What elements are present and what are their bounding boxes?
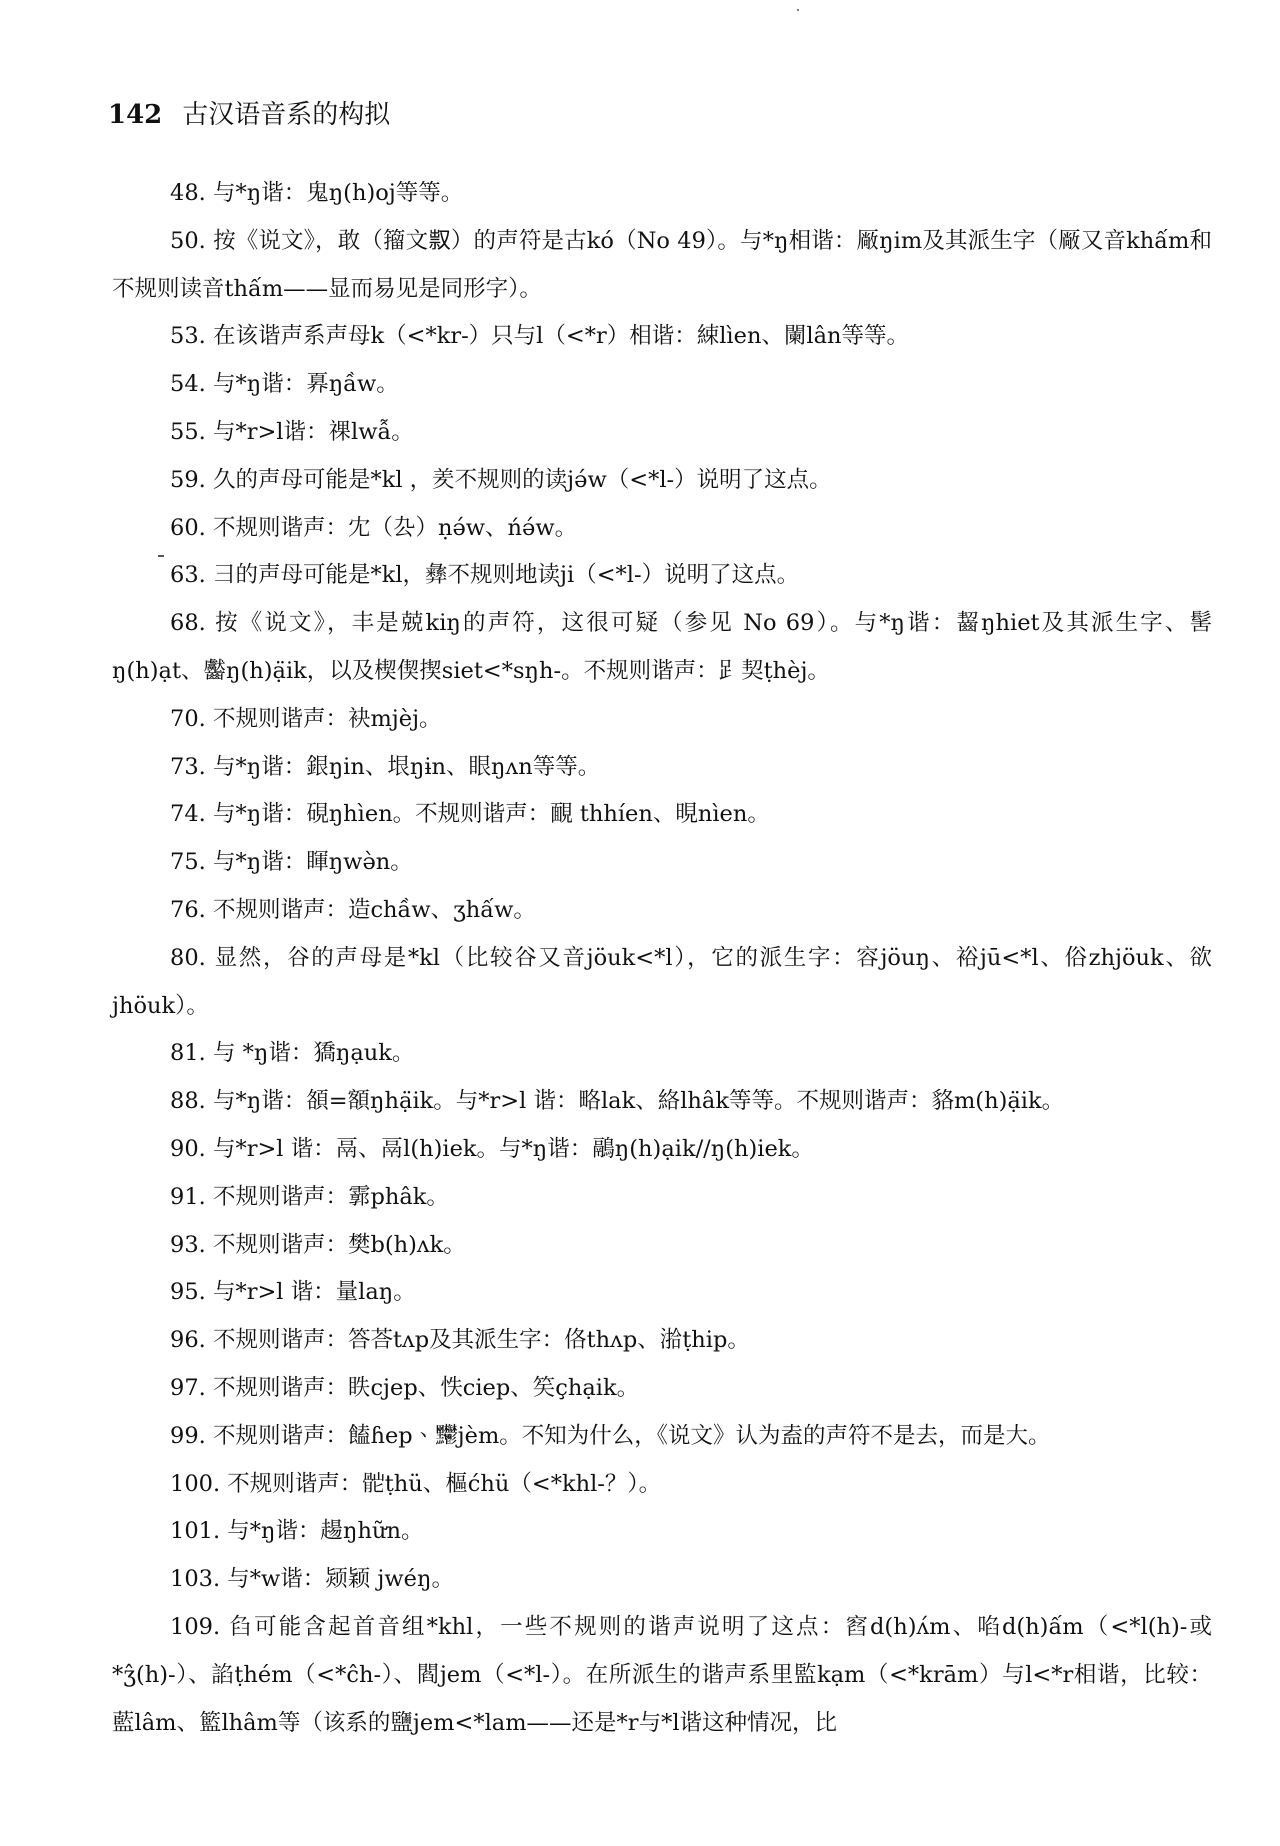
note-text: 臽可能含起首音组*khl，一些不规则的谐声说明了这点：窞d(h)ʌ́m、啗d(h)ấm（<*l(h)-或*ʒ̂(h)-）、諂ṭhém（<*ĉh-）、閻jem（<*l-）。在所派生的谐声系里監kạm（<*krām）与l<*r相谐，比较：藍lâm、籃lhâm等（该系的鹽jem<*lam——还是*r与*l谐这种情况，比 bbox=[112, 1613, 1213, 1736]
note-text: 显然，谷的声母是*kl（比较谷又音jöuk<*l），它的派生字：容jöuŋ、裕jū<*l、俗zhjöuk、欲jhöuk）。 bbox=[112, 944, 1213, 1019]
note-63 bbox=[112, 552, 1212, 600]
note-93 bbox=[112, 1222, 1212, 1270]
note-text: 与*ŋ谐：睴ŋwə̀n。 bbox=[212, 849, 413, 876]
note-text: 与*ŋ谐：𧼮ŋhữn。 bbox=[227, 1518, 424, 1545]
note-100 bbox=[112, 1461, 1212, 1509]
note-number: 63. bbox=[170, 562, 206, 589]
note-text: 不规则谐声：眣cjep、怢ciep、笶çhạik。 bbox=[212, 1374, 640, 1401]
note-text: 久的声母可能是*kl ，羑不规则的读jə́w（<*l-）说明了这点。 bbox=[212, 466, 832, 493]
note-number: 91. bbox=[170, 1183, 206, 1210]
note-text: 与*w谐：颎颖 jwéŋ。 bbox=[227, 1566, 454, 1593]
note-70 bbox=[112, 696, 1212, 744]
note-81 bbox=[112, 1030, 1212, 1078]
note-text: 不规则谐声：造chầw、ʒhấw。 bbox=[212, 896, 536, 923]
note-number: 55. bbox=[170, 418, 206, 445]
note-number: 88. bbox=[170, 1088, 206, 1115]
note-48 bbox=[112, 170, 1212, 218]
note-99 bbox=[112, 1413, 1212, 1461]
note-text: 不规则谐声：冘（厹）ṇə́w、ńə́w。 bbox=[212, 514, 578, 541]
note-number: 97. bbox=[170, 1374, 206, 1401]
note-number: 59. bbox=[170, 466, 206, 493]
note-text: 与*ŋ谐：鬼ŋ(h)oj等等。 bbox=[212, 180, 464, 206]
page-number: 142 bbox=[108, 100, 163, 130]
note-number: 109. bbox=[170, 1613, 221, 1640]
note-text: 与*r>l谐：祼lwẫ。 bbox=[212, 418, 414, 445]
note-text: 不规则谐声：霩phâk。 bbox=[212, 1183, 449, 1210]
note-text: 与*r>l 谐：量laŋ。 bbox=[212, 1279, 416, 1306]
note-number: 96. bbox=[170, 1327, 206, 1354]
note-53 bbox=[112, 313, 1212, 361]
note-text: 不规则谐声：饁ɦep、𪓊jèm。不知为什么，《说文》认为盍的声符不是去，而是大。 bbox=[212, 1422, 1051, 1449]
note-number: 90. bbox=[170, 1135, 206, 1162]
running-title: 古汉语音系的构拟 bbox=[182, 100, 391, 130]
note-text: 不规则谐声：樊b(h)ʌk。 bbox=[212, 1231, 466, 1258]
note-54 bbox=[112, 361, 1212, 409]
note-text: 按《说文》，丰是兢kiŋ的声符，这很可疑（参见 No 69）。与*ŋ谐：齧ŋhiet及其派生字、髺ŋ(h)ạt、齾ŋ(h)ạ̈ik，以及楔偰揳siet<*sŋh-。不规则谐声：𧾷契ṭhèj。 bbox=[112, 610, 1212, 684]
note-number: 50. bbox=[170, 227, 206, 254]
note-60 bbox=[112, 505, 1212, 553]
note-number: 74. bbox=[170, 801, 206, 828]
note-50 bbox=[112, 218, 1212, 314]
note-59 bbox=[112, 457, 1212, 505]
note-text: 与*ŋ谐：奡ŋầw。 bbox=[212, 371, 399, 398]
note-74 bbox=[112, 791, 1212, 839]
note-68 bbox=[112, 600, 1212, 696]
note-76 bbox=[112, 887, 1212, 935]
note-text: 不规则谐声：𩨷ṭhü、樞ćhü（<*khl-？）。 bbox=[227, 1470, 662, 1497]
print-speck bbox=[797, 9, 799, 11]
note-text: 与*ŋ谐：硯ŋhìen。不规则谐声：靦 thhíen、晛nìen。 bbox=[212, 801, 770, 828]
note-55 bbox=[112, 409, 1212, 457]
note-number: 48. bbox=[170, 180, 206, 206]
note-91 bbox=[112, 1174, 1212, 1222]
note-number: 95. bbox=[170, 1279, 206, 1306]
note-text: 与*ŋ谐：頟=額ŋhạ̈ik。与*r>l 谐：略lak、絡lhâk等等。不规则谐声：貉m(h)ạ̈ik。 bbox=[212, 1088, 1065, 1115]
note-number: 73. bbox=[170, 753, 206, 780]
note-96 bbox=[112, 1317, 1212, 1365]
note-number: 100. bbox=[170, 1470, 221, 1497]
note-number: 68. bbox=[170, 610, 206, 637]
note-text: 不规则谐声：答荅tʌp及其派生字：佫thʌp、湁ṭhip。 bbox=[212, 1327, 750, 1354]
note-103 bbox=[112, 1556, 1212, 1604]
note-109 bbox=[112, 1604, 1212, 1747]
note-number: 76. bbox=[170, 896, 206, 923]
note-number: 70. bbox=[170, 705, 206, 732]
note-number: 75. bbox=[170, 849, 206, 876]
note-number: 54. bbox=[170, 371, 206, 398]
note-number: 81. bbox=[170, 1040, 206, 1067]
page-header bbox=[108, 98, 390, 132]
note-97 bbox=[112, 1365, 1212, 1413]
note-90 bbox=[112, 1126, 1212, 1174]
note-text: 与*r>l 谐：鬲、鬲l(h)iek。与*ŋ谐：鷊ŋ(h)ạik//ŋ(h)iek。 bbox=[212, 1135, 814, 1162]
note-number: 103. bbox=[170, 1566, 221, 1593]
note-text: 不规则谐声：袂mjèj。 bbox=[212, 705, 442, 732]
note-text: 彐的声母可能是*kl，彝不规则地读ji（<*l-）说明了这点。 bbox=[212, 562, 800, 589]
note-number: 93. bbox=[170, 1231, 206, 1258]
note-text: 在该谐声系声母k（<*kr-）只与l（<*r）相谐：綀lìen、闌lân等等。 bbox=[212, 323, 910, 350]
note-number: 60. bbox=[170, 514, 206, 541]
note-number: 101. bbox=[170, 1518, 221, 1545]
notes-body bbox=[112, 170, 1212, 1747]
note-73 bbox=[112, 744, 1212, 792]
note-80 bbox=[112, 935, 1212, 1031]
note-88 bbox=[112, 1078, 1212, 1126]
note-95 bbox=[112, 1269, 1212, 1317]
note-number: 53. bbox=[170, 323, 206, 350]
note-75 bbox=[112, 839, 1212, 887]
note-number: 99. bbox=[170, 1422, 206, 1449]
note-number: 80. bbox=[170, 944, 206, 971]
note-text: 按《说文》，敢（籀文𠭥）的声符是古kó（No 49）。与*ŋ相谐：厰ŋim及其派生字（厰又音khấm和不规则读音thấm——显而易见是同形字）。 bbox=[112, 227, 1212, 302]
note-text: 与*ŋ谐：銀ŋin、垠ŋɨn、眼ŋʌn等等。 bbox=[212, 753, 601, 780]
note-text: 与 *ŋ谐：獢ŋạuk。 bbox=[212, 1040, 415, 1067]
note-101 bbox=[112, 1508, 1212, 1556]
